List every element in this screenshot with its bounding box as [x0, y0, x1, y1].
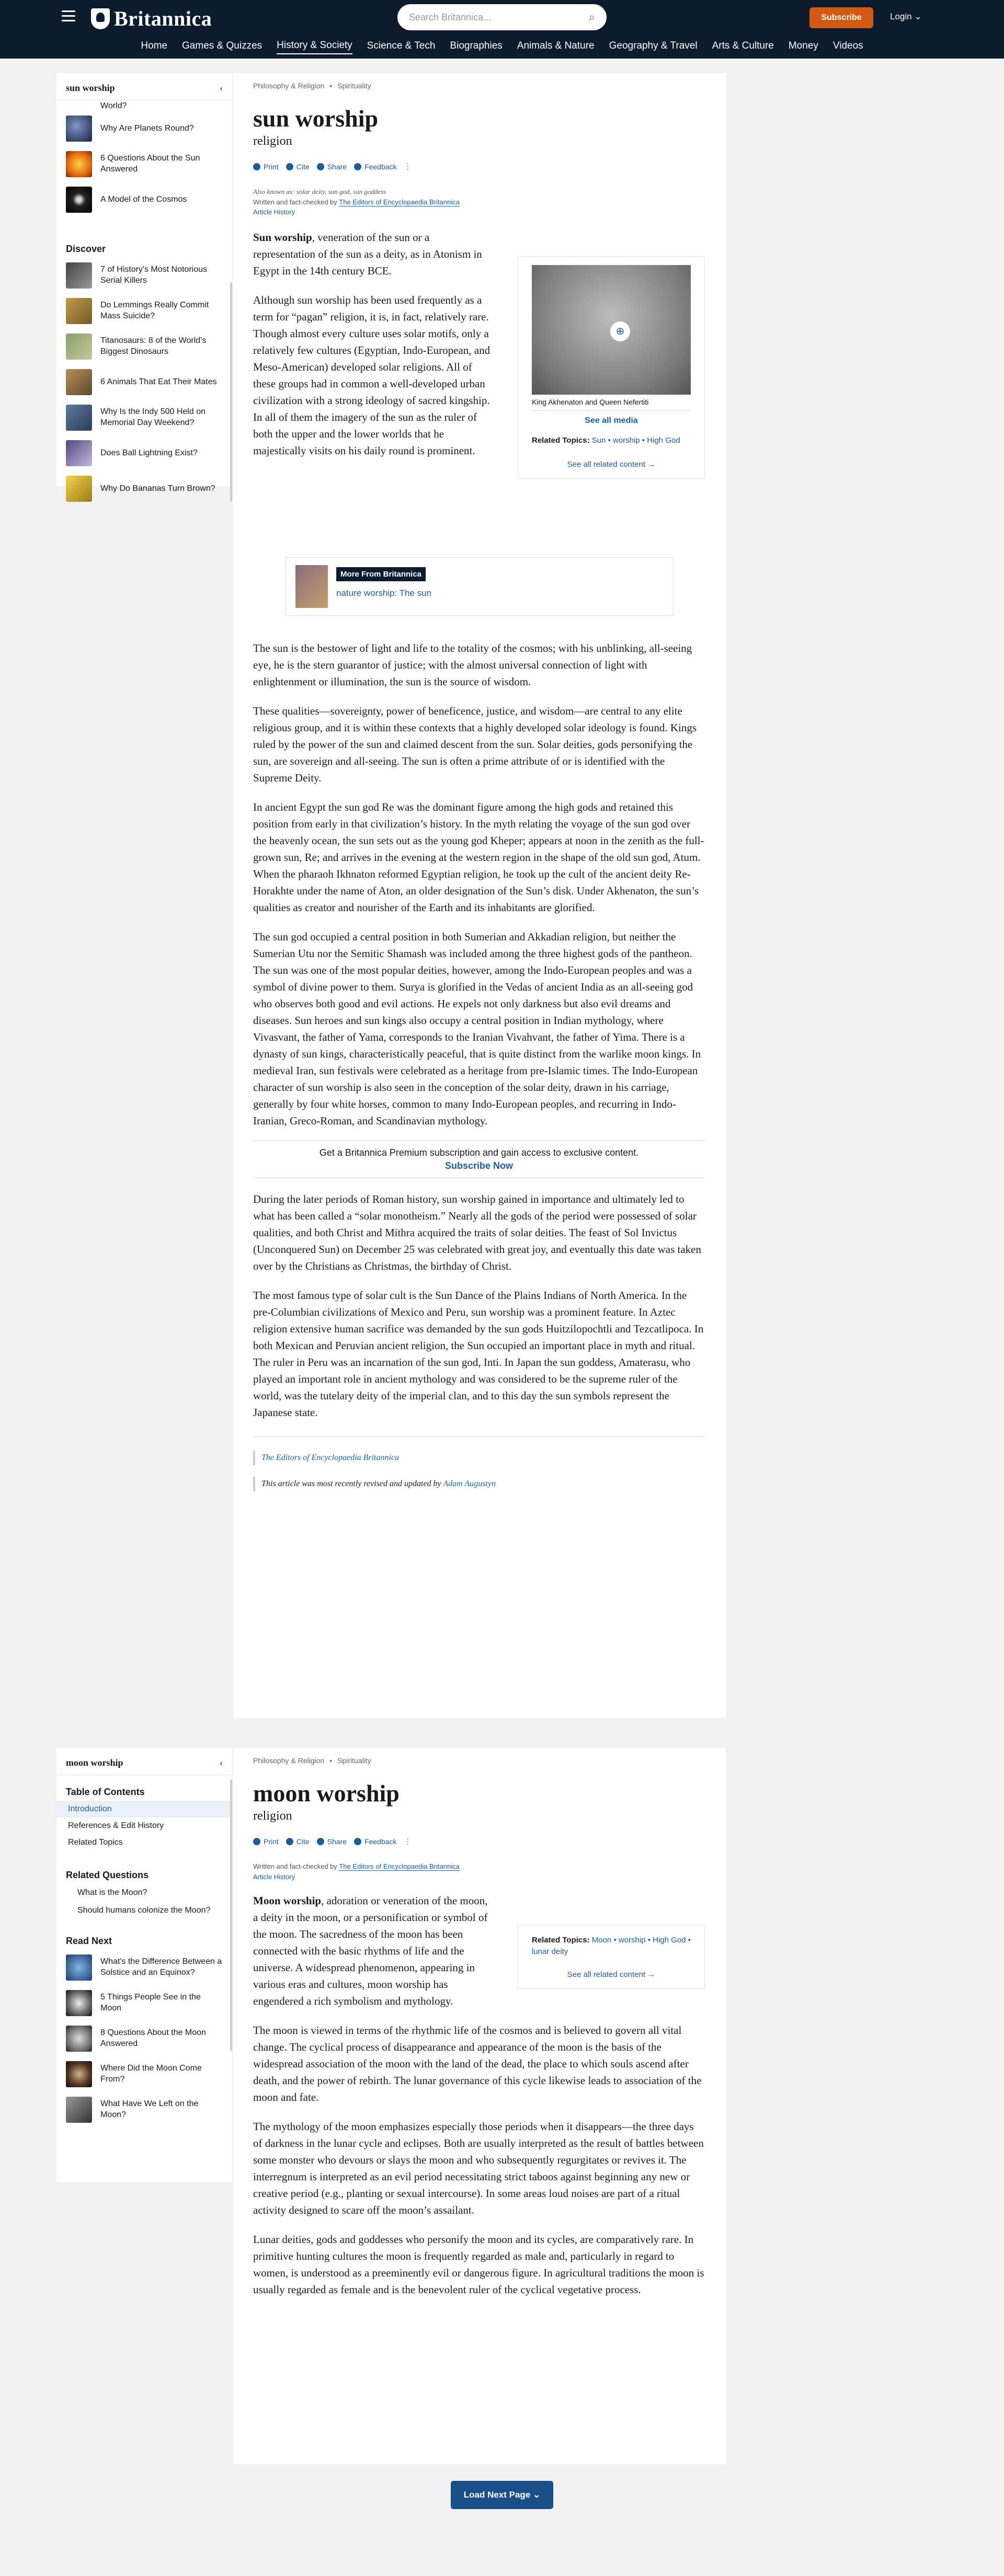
editors-link[interactable]: The Editors of Encyclopaedia Britannica	[339, 1862, 460, 1870]
thumbnail	[66, 2026, 92, 2052]
toc-heading: Table of Contents	[66, 1787, 145, 1797]
article-history-link[interactable]: Article History	[253, 208, 295, 216]
nav-videos[interactable]: Videos	[832, 40, 863, 51]
planet-thumbnail	[66, 116, 92, 142]
sidebar-scrollbar[interactable]	[230, 282, 232, 502]
more-thumbnail	[295, 565, 328, 608]
paragraph: The moon is viewed in terms of the rhythmic life of the cosmos and is believed to govern all vital change. The cyclical process of disappearance and appearance of the moon is the basis of the widespread association of the moon with the land of the dead, the place to which souls ascend after death, and the power of rebirth. The lunar governance of this cycle likewise leads to association of the moon and fate.	[253, 2024, 702, 2103]
toc-introduction[interactable]: Introduction	[56, 1801, 232, 1818]
article-history-link[interactable]: Article History	[253, 1872, 295, 1881]
paragraph: Sun worship, veneration of the sun or a representation of the sun as a deity, as in Atonism in Egypt in the 14th century BCE.	[253, 231, 482, 277]
list-item[interactable]: Where Did the Moon Come From?	[66, 2056, 223, 2092]
article-meta: Also known as: solar deity, sun god, sun goddess Written and fact-checked by The Editors of Encyclopaedia Britannica Article History	[253, 188, 460, 216]
sidebar-moon-worship	[56, 1748, 232, 2182]
page-title: sun worship	[253, 105, 379, 132]
list-item[interactable]: Do Lemmings Really Commit Mass Suicide?	[66, 293, 223, 329]
thistle-icon	[91, 8, 110, 29]
see-related-link[interactable]: See all related content →	[567, 459, 656, 469]
more-from-link[interactable]: nature worship: The sun	[336, 588, 432, 598]
page-title: moon worship	[253, 1780, 400, 1807]
share-button[interactable]: Share	[317, 163, 347, 171]
share-button[interactable]: Share	[317, 1837, 347, 1846]
collapse-icon[interactable]: ‹	[220, 1757, 223, 1768]
list-item[interactable]: 5 Things People See in the Moon	[66, 1985, 223, 2021]
list-item[interactable]: A Model of the Cosmos	[66, 182, 223, 217]
sun-thumbnail	[66, 151, 92, 177]
toc-references[interactable]: References & Edit History	[68, 1821, 164, 1830]
thumbnail	[66, 440, 92, 466]
main-nav	[0, 36, 1004, 59]
collapse-icon[interactable]: ‹	[220, 83, 223, 93]
page-subtitle: religion	[253, 1809, 292, 1823]
sidebar-title: sun worship ‹	[56, 73, 232, 100]
feedback-button[interactable]: Feedback	[354, 163, 396, 171]
thumbnail	[66, 1954, 92, 1981]
paragraph: The most famous type of solar cult is the Sun Dance of the Plains Indians of North America. In the pre-Columbian civilizations of Mexico and Peru, sun worship was a prominent feature. In Aztec religion extensive human sacrifice was demanded by the sun gods Huitzilopochtli and Tezcatlipoca. In both Mexican and Peruvian ancient religion, the Sun occupied an important place in myth and ritual. The ruler in Peru was an incarnation of the sun god, Inti. In Japan the sun goddess, Amaterasu, who played an important role in ancient mythology and was considered to be the supreme ruler of the world, was the tutelary deity of the imperial clan, and to this day the sun symbols represent the Japanese state.	[253, 1289, 704, 1419]
paragraph: The sun god occupied a central position in both Sumerian and Akkadian religion, but neither the Sumerian Utu nor the Semitic Shamash was included among the three highest gods of the pantheon. The sun was one of the most popular deities, however, among the Indo-European peoples and was a symbol of divine power to them. Surya is glorified in the Vedas of ancient India as an all-seeing god who observes both good and evil actions. He expels not only darkness but also evil dreams and diseases. Sun heroes and sun kings also occupy a central position in Indian mythology, where Vivasvant, the father of Yama, corresponds to the Iranian Vivahvant, the father of Yima. There is a dynasty of sun kings, characteristically peaceful, that is quite distinct from the warlike moon kings. In medieval Iran, sun festivals were celebrated as a heritage from pre-Islamic times. The Indo-European character of sun worship is also seen in the conception of the solar deity, drawn in his carriage, generally by four white horses, common to many Indo-European peoples, and recurring in Indo-Iranian, Greco-Roman, and Scandinavian mythology.	[253, 930, 701, 1127]
chevron-down-icon: ⌄	[533, 2490, 541, 2500]
search-input[interactable]	[409, 12, 589, 23]
paragraph: The sun is the bestower of light and life to the totality of the cosmos; with his unblinking, all-seeing eye, he is the stern guarantor of justice; with the almost universal connection of light with enlightenment or illumination, the sun is the source of wisdom.	[253, 642, 692, 688]
more-from-badge: More From Britannica	[336, 567, 426, 581]
cite-icon	[286, 1838, 293, 1845]
toc-related-topics[interactable]: Related Topics	[68, 1838, 123, 1847]
media-caption: King Akhenaton and Queen Nefertiti	[532, 398, 691, 411]
media-image[interactable]	[532, 265, 691, 395]
subscribe-button[interactable]: Subscribe	[809, 7, 873, 28]
paragraph: The mythology of the moon emphasizes especially those periods when it disappears—the three days of darkness in the lunar cycle and eclipses. Both are usually interpreted as the result of battles between some monster who devours or slays the moon and who subsequently regurgitates or revives it. The interregnum is interpreted as an evil period necessitating strict taboos against beginning any new or creative period (e.g., planting or sexual intercourse). In some areas loud noises are part of a ritual activity designed to scare off the moon’s assailant.	[253, 2120, 704, 2216]
list-item[interactable]: 7 of History's Most Notorious Serial Killers	[66, 258, 223, 293]
article-moon-worship	[233, 1748, 726, 2464]
cosmos-thumbnail	[66, 187, 92, 213]
related-topics: Related Topics: Sun • worship • High God	[532, 436, 680, 445]
premium-promo: Get a Britannica Premium subscription and gain access to exclusive content. Subscribe Now	[253, 1141, 705, 1178]
nav-geography-travel[interactable]: Geography & Travel	[609, 40, 698, 51]
nav-arts-culture[interactable]: Arts & Culture	[712, 40, 774, 51]
login-menu[interactable]: Login ⌄	[890, 12, 922, 21]
list-item[interactable]: 6 Questions About the Sun Answered	[66, 146, 223, 182]
page-subtitle: religion	[253, 134, 292, 148]
list-item[interactable]: 8 Questions About the Moon Answered	[66, 2021, 223, 2056]
nav-games-quizzes[interactable]: Games & Quizzes	[182, 40, 263, 51]
article-sun-worship	[233, 73, 726, 1718]
zoom-icon[interactable]: ⊕	[610, 321, 630, 341]
read-next-heading: Read Next	[66, 1935, 112, 1946]
list-item[interactable]: World?	[100, 101, 127, 110]
cite-button[interactable]: Cite	[286, 163, 310, 171]
list-item[interactable]: Does Ball Lightning Exist?	[66, 435, 223, 471]
list-item[interactable]: Why Do Bananas Turn Brown?	[66, 471, 223, 507]
related-topic-links[interactable]: Moon • worship • High God • lunar deity	[532, 1936, 691, 1956]
paragraph: Lunar deities, gods and goddesses who personify the moon and its cycles, are comparatively rare. In primitive hunting cultures the moon is frequently regarded as male and, particularly in regard to women, is understood as a preeminently evil or dangerous figure. In agricultural traditions the moon is usually regarded as female and is the benevolent ruler of the cyclical vegetative process.	[253, 2233, 704, 2296]
article-toolbar	[253, 162, 705, 171]
paragraph: Moon worship, adoration or veneration of the moon, a deity in the moon, or a personification or symbol of the moon. The sacredness of the moon has been connected with the basic rhythms of life and the universe. A widespread phenomenon, appearing in various eras and cultures, moon worship has engendered a rich symbolism and mythology.	[253, 1894, 488, 2007]
sidebar-sun-worship	[56, 73, 232, 493]
list-item[interactable]: Why Are Planets Round?	[66, 111, 223, 146]
article-toolbar	[253, 1837, 705, 1846]
related-questions-heading: Related Questions	[66, 1870, 149, 1880]
thumbnail	[66, 2097, 92, 2123]
related-box	[518, 1925, 705, 1989]
breadcrumb: Philosophy & Religion • Spirituality	[253, 1756, 371, 1765]
site-logo[interactable]: Britannica	[91, 6, 212, 31]
menu-icon[interactable]	[62, 10, 75, 22]
discover-heading: Discover	[66, 244, 106, 254]
paragraph: These qualities—sovereignty, power of beneficence, justice, and wisdom—are central to any elite religious group, and it is within these contexts that a highly developed solar ideology is found. Kings ruled by the power of the sun and claimed descent from the sun. Solar deities, gods personifying the sun, are sovereign and all-seeing. The sun is often a prime attribute of or is identified with the Supreme Deity.	[253, 705, 697, 784]
nav-home[interactable]: Home	[141, 40, 168, 51]
load-next-page-button[interactable]: Load Next Page ⌄	[451, 2481, 553, 2509]
list-item[interactable]: Titanosaurs: 8 of the World's Biggest Dinosaurs	[66, 329, 223, 364]
editors-link[interactable]: The Editors of Encyclopaedia Britannica	[339, 198, 460, 206]
list-item[interactable]: What's the Difference Between a Solstice and an Equinox?	[66, 1950, 223, 1985]
subscribe-now-link[interactable]: Subscribe Now	[444, 1160, 514, 1171]
print-button[interactable]: Print	[253, 1837, 279, 1846]
list-item[interactable]: Why Is the Indy 500 Held on Memorial Day Weekend?	[66, 400, 223, 435]
feedback-icon	[354, 163, 361, 170]
see-all-media-link[interactable]: See all media	[585, 416, 638, 425]
sidebar-title: moon worship ‹	[56, 1748, 232, 1775]
thumbnail	[66, 334, 92, 360]
nav-science-tech[interactable]: Science & Tech	[367, 40, 436, 51]
related-topics: Related Topics: Moon • worship • High God • lunar deity	[532, 1936, 691, 1956]
thumbnail	[66, 262, 92, 289]
share-icon	[317, 1838, 324, 1845]
search-bar[interactable]	[397, 4, 607, 30]
thumbnail	[66, 1990, 92, 2016]
site-header	[0, 0, 1004, 59]
thumbnail	[66, 369, 92, 395]
nav-animals-nature[interactable]: Animals & Nature	[517, 40, 595, 51]
more-options-icon[interactable]: ⋮	[404, 162, 412, 170]
cite-button[interactable]: Cite	[286, 1837, 310, 1846]
related-topic-links[interactable]: Sun • worship • High God	[591, 436, 680, 445]
nav-money[interactable]: Money	[788, 40, 818, 51]
chevron-down-icon: ⌄	[914, 12, 922, 21]
see-related-link[interactable]: See all related content →	[567, 1970, 656, 1979]
nav-biographies[interactable]: Biographies	[450, 40, 503, 51]
thumbnail	[66, 405, 92, 431]
print-icon	[253, 163, 260, 170]
feedback-button[interactable]: Feedback	[354, 1837, 396, 1846]
list-item[interactable]: 6 Animals That Eat Their Mates	[66, 364, 223, 400]
paragraph: During the later periods of Roman history, sun worship gained in importance and ultimately led to what has been called a “solar monotheism.” Nearly all the gods of the period were possessed of solar qualities, and both Christ and Mithra acquired the traits of solar deities. The feast of Sol Invictus (Unconquered Sun) on December 25 was celebrated with great joy, and eventually this date was taken over by the Christians as Christmas, the birthday of Christ.	[253, 1193, 702, 1272]
list-item[interactable]: What Have We Left on the Moon?	[66, 2092, 223, 2128]
paragraph: In ancient Egypt the sun god Re was the dominant figure among the high gods and retained this position from early in that civilization’s history. In the myth relating the voyage of the sun god over the heavenly ocean, the sun sets out as the young god Kheper; appears at noon in the zenith as the full-grown sun, Re; and arrives in the evening at the western region in the shape of the old sun god, Atum. When the pharaoh Ikhnaton reformed Egyptian religion, he took up the cult of the ancient deity Re-Horakhte under the name of Aton, an older designation of the Sun’s disk. Under Akhenaton, the sun’s qualities as creator and nourisher of the Earth and its inhabitants are glorified.	[253, 801, 704, 914]
feedback-icon	[354, 1838, 361, 1845]
search-icon[interactable]: ⌕	[588, 10, 595, 24]
sidebar-scrollbar[interactable]	[230, 1779, 232, 2051]
print-button[interactable]: Print	[253, 163, 279, 171]
media-box	[518, 256, 705, 479]
more-options-icon[interactable]: ⋮	[404, 1837, 412, 1845]
list-item[interactable]: What is the Moon?	[77, 1888, 147, 1897]
article-meta: Written and fact-checked by The Editors of Encyclopaedia Britannica Article History	[253, 1862, 460, 1881]
paragraph: Although sun worship has been used frequently as a term for “pagan” religion, it is, in fact, relatively rare. Though almost every culture uses solar motifs, only a relatively few cultures (Egyptian, Indo-European, and Meso-American) developed solar religions. All of these groups had in common a well-developed urban civilization with a strong ideology of sacred kingship. In all of them the imagery of the sun as the ruler of both the upper and the lower worlds that he majestically visits on his daily round is prominent.	[253, 293, 490, 457]
thumbnail	[66, 2061, 92, 2087]
editors-credit: The Editors of Encyclopaedia Britannica	[253, 1451, 705, 1465]
thumbnail	[66, 298, 92, 324]
cite-icon	[286, 163, 293, 170]
thumbnail	[66, 476, 92, 502]
more-from-britannica[interactable]	[286, 557, 674, 616]
nav-history-society[interactable]: History & Society	[277, 40, 352, 54]
list-item[interactable]: Should humans colonize the Moon?	[77, 1906, 211, 1915]
print-icon	[253, 1838, 260, 1845]
revision-note: This article was most recently revised and updated by Adam Augustyn	[253, 1477, 705, 1491]
share-icon	[317, 163, 324, 170]
breadcrumb: Philosophy & Religion • Spirituality	[253, 82, 371, 90]
